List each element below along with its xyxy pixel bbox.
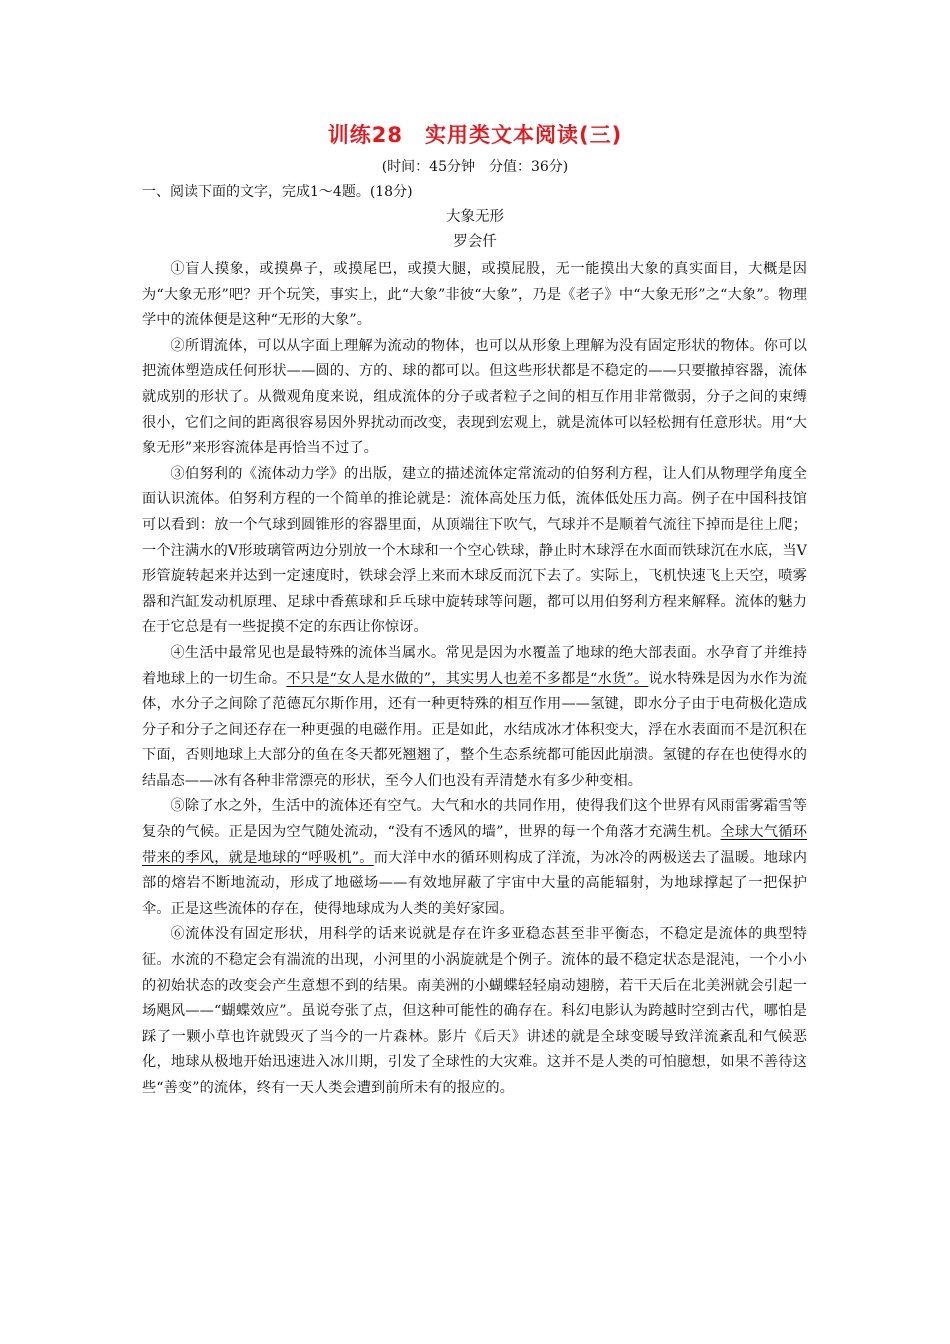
paragraph-text: ①盲人摸象，或摸鼻子，或摸尾巴，或摸大腿，或摸屁股，无一能摸出大象的真实面目，大概是因为“大象无形”吧？开个玩笑，事实上，此“大象”非彼“大象”，乃是《老子》中“大象无形”之“大象”。物理学中的流体便是这种“无形的大象”。 (142, 261, 807, 329)
article-author: 罗会仟 (453, 234, 497, 250)
underlined-sentence: 不只是“女人是水做的”，其实男人也差不多都是“水货”。 (286, 670, 649, 687)
underlined-sentence: 全球大气循环带来的季风，就是地球的“呼吸机”。 (142, 824, 807, 866)
paragraph-4 (142, 641, 807, 795)
paragraph-text: 而大洋中水的循环则构成了洋流，为冰冷的两极送去了温暖。地球内部的熔岩不断地流动，形成了地磁场——有效地屏蔽了宇宙中大量的高能辐射，为地球撑起了一把保护伞。正是这些流体的存在，使得地球成为人类的美好家园。 (142, 849, 807, 917)
paragraph-6 (142, 922, 807, 1101)
paragraph-text: ③伯努利的《流体动力学》的出版，建立的描述流体定常流动的伯努利方程，让人们从物理学角度全面认识流体。伯努利方程的一个简单的推论就是：流体高处压力低，流体低处压力高。例子在中国科技馆可以看到：放一个气球到圆锥形的容器里面，从顶端往下吹气，气球并不是顺着气流往下掉而是往上爬；一个注满水的V形玻璃管两边分别放一个木球和一个空心铁球，静止时木球浮在水面而铁球沉在水底，当V形管旋转起来并达到一定速度时，铁球会浮上来而木球反而沉下去了。实际上，飞机快速飞上天空，喷雾器和汽缸发动机原理、足球中香蕉球和乒乓球中旋转球等问题，都可以用伯努利方程来解释。流体的魅力在于它总是有一些捉摸不定的东西让你惊讶。 (142, 465, 807, 636)
paragraph-text: 说水特殊是因为水作为流体，水分子之间除了范德瓦尔斯作用，还有一种更特殊的相互作用——氢键，即水分子由于电荷极化造成分子和分子之间还存在一种更强的电磁作用。正是如此，水结成冰才体积变大，浮在水表面而不是沉积在下面，否则地球上大部分的鱼在冬天都死翘翘了，整个生态系统都可能因此崩溃。氢键的存在也使得水的结晶态——冰有各种非常漂亮的形状，至今人们也没有弄清楚水有多少种变相。 (142, 670, 807, 789)
time-score-info: (时间：45分钟 分值：36分) (381, 159, 569, 175)
article-body (142, 257, 807, 1102)
paragraph-text: ⑤除了水之外，生活中的流体还有空气。大气和水的共同作用，使得我们这个世界有风雨雷雾霜雪等复杂的气候。正是因为空气随处流动，“没有不透风的墙”，世界的每一个角落才充满生机。 (142, 798, 807, 841)
paragraph-2 (142, 334, 807, 462)
paragraph-5 (142, 794, 807, 922)
paragraph-text: ⑥流体没有固定形状，用科学的话来说就是存在许多亚稳态甚至非平衡态，不稳定是流体的典型特征。水流的不稳定会有湍流的出现，小河里的小涡旋就是个例子。流体的最不稳定状态是混沌，一个小小的初始状态的改变会产生意想不到的结果。南美洲的小蝴蝶轻轻扇动翅膀，若干天后在北美洲就会引起一场飓风——“蝴蝶效应”。虽说夸张了点，但这种可能性的确存在。科幻电影认为跨越时空到古代，哪怕是踩了一颗小草也许就毁灭了当今的一片森林。影片《后天》讲述的就是全球变暖导致洋流紊乱和气候恶化，地球从极地开始迅速进入冰川期，引发了全球性的大灾难。这并不是人类的可怕臆想，如果不善待这些“善变”的流体，终有一天人类会遭到前所未有的报应的。 (142, 926, 807, 1096)
section-heading: 一、阅读下面的文字，完成1～4题。(18分) (142, 184, 413, 200)
page-title: 训练28 实用类文本阅读(三) (327, 123, 623, 147)
paragraph-1 (142, 257, 807, 334)
paragraph-3 (142, 462, 807, 641)
article-title: 大象无形 (446, 209, 504, 225)
paragraph-text: ④生活中最常见也是最特殊的流体当属水。常见是因为水覆盖了地球的绝大部表面。水孕育了并维持着地球上的一切生命。 (142, 644, 807, 687)
paragraph-text: ②所谓流体，可以从字面上理解为流动的物体，也可以从形象上理解为没有固定形状的物体。你可以把流体塑造成任何形状——圆的、方的、球的都可以。但这些形状都是不稳定的——只要撤掉容器，流体就成别的形状了。从微观角度来说，组成流体的分子或者粒子之间的相互作用非常微弱，分子之间的束缚很小，它们之间的距离很容易因外界扰动而改变，表现到宏观上，就是流体可以轻松拥有任意形状。用“大象无形”来形容流体是再恰当不过了。 (142, 337, 807, 457)
